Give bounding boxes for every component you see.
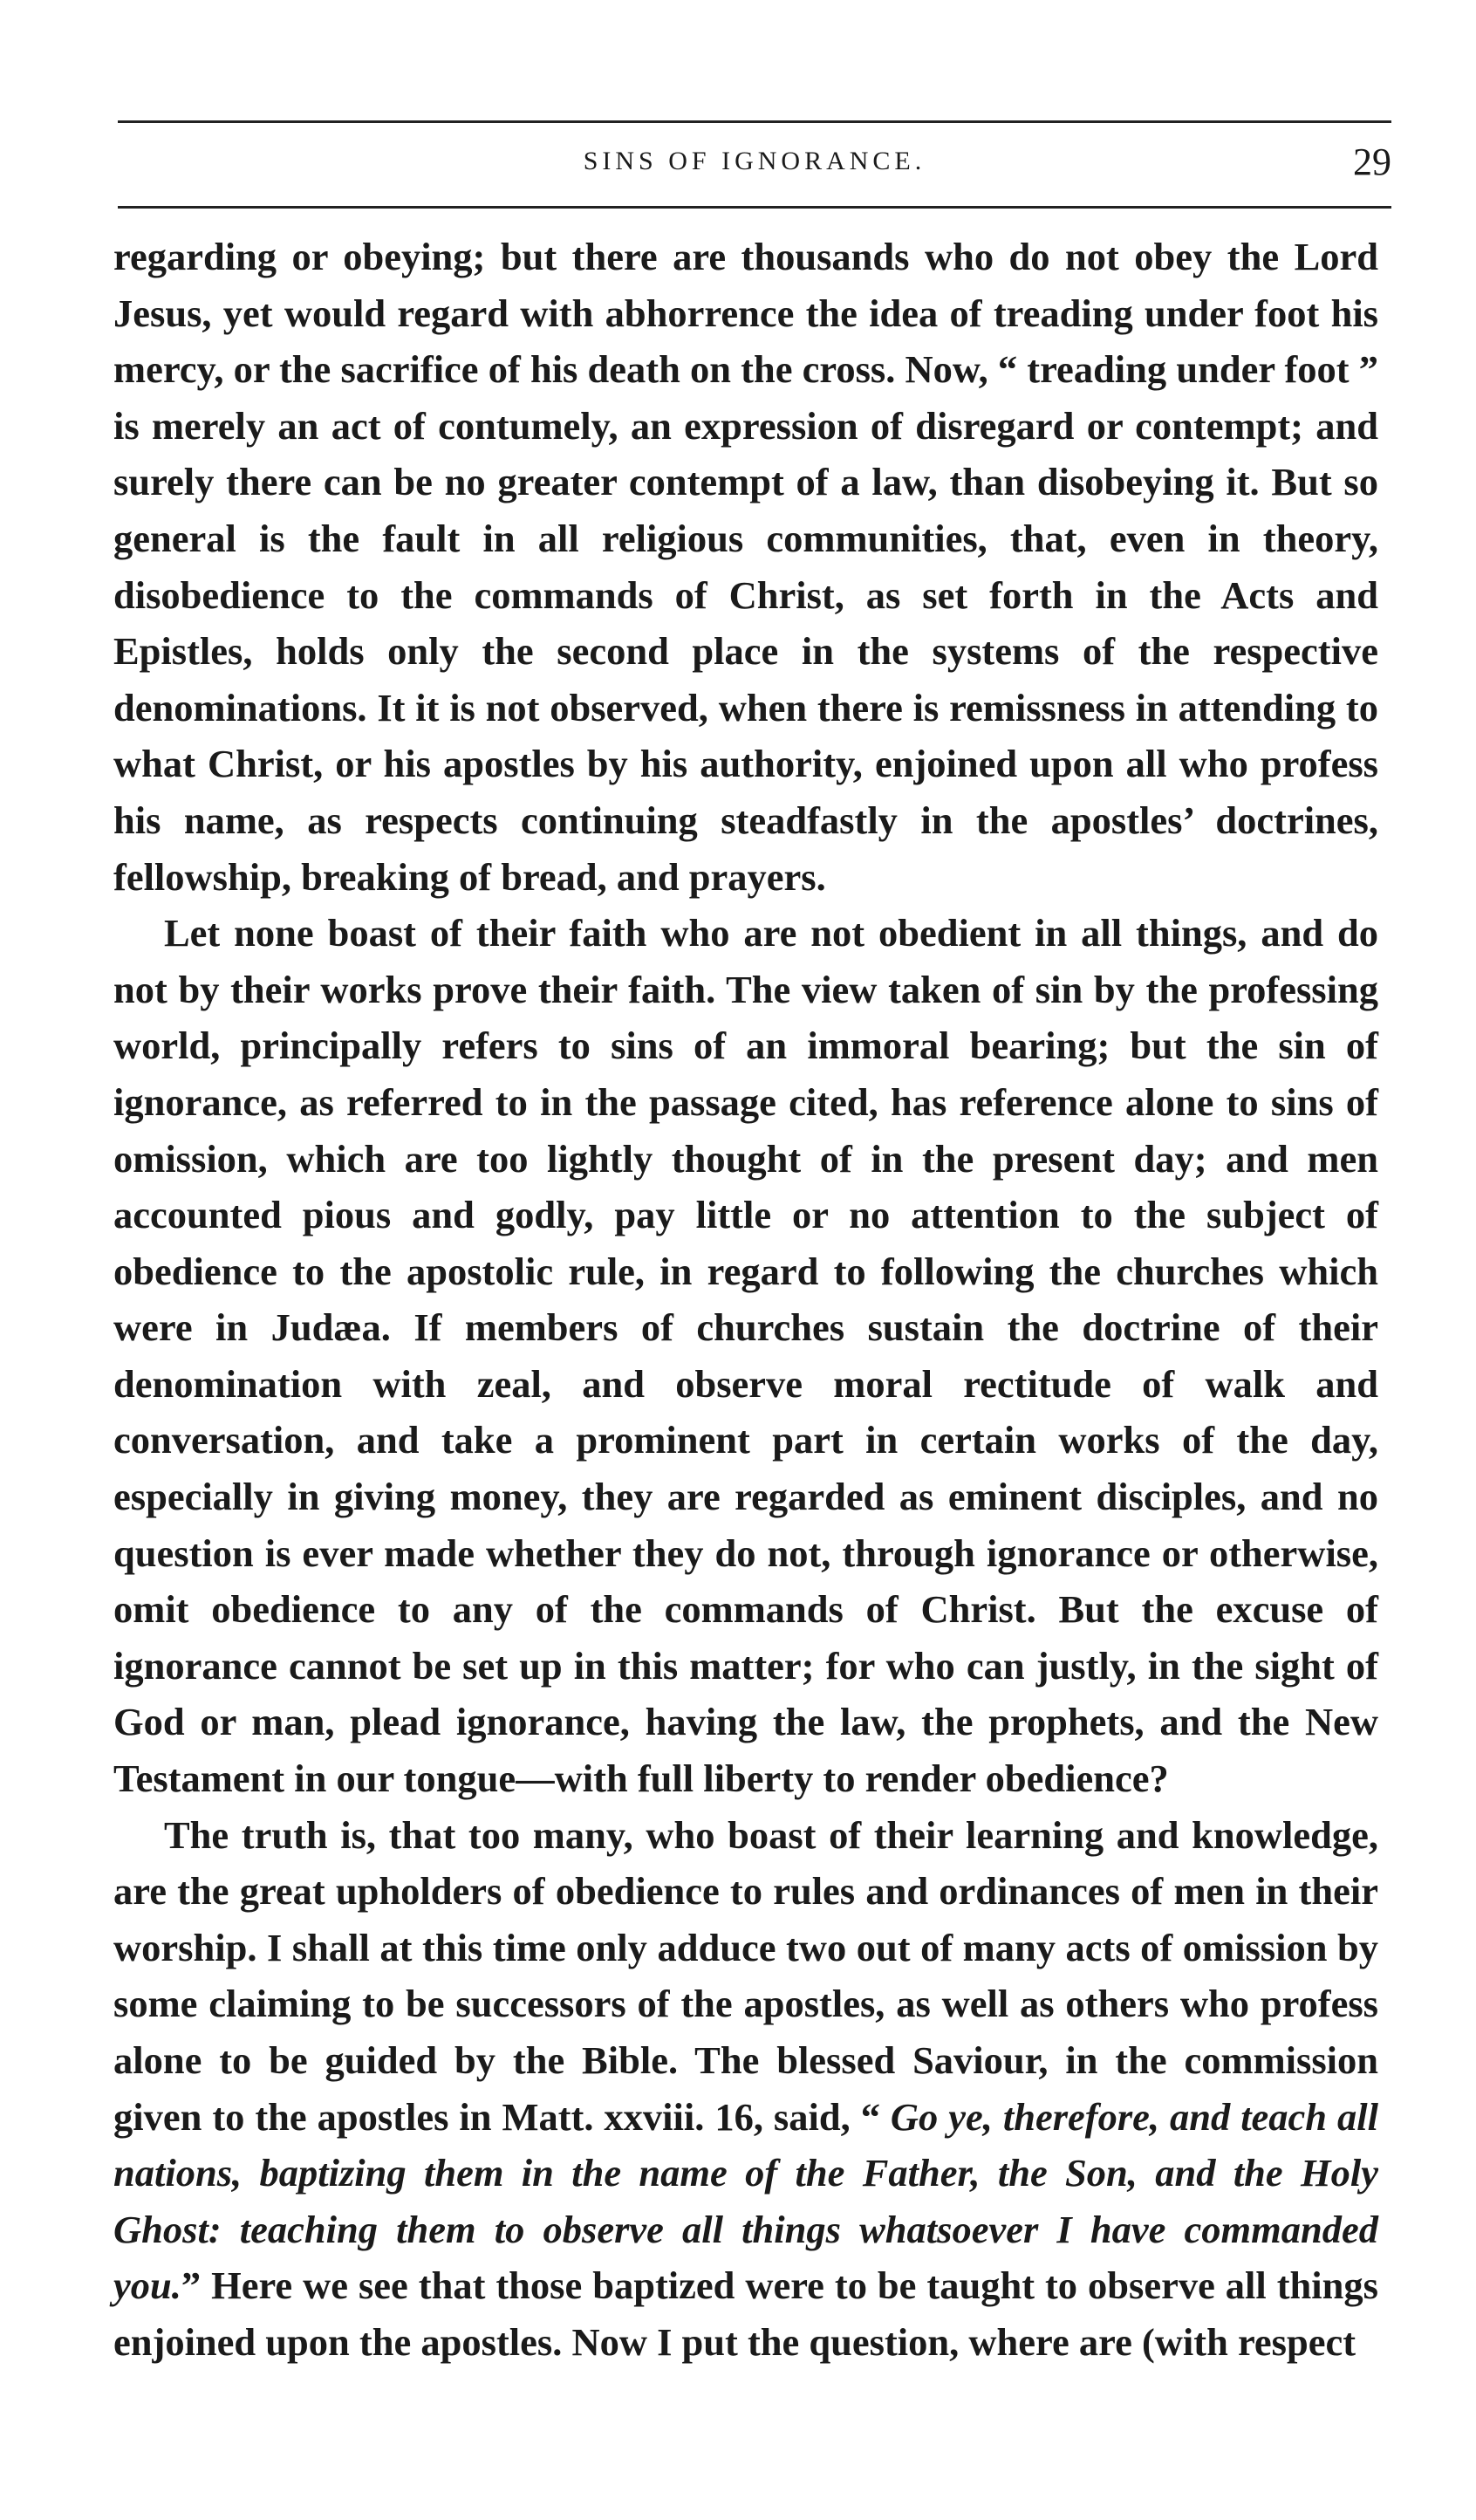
paragraph-3-text-after: ” Here we see that those baptized were to be taught to observe all things enjoined upon the apostles. Now I put the question, where are (with respect xyxy=(113,2263,1378,2364)
body-text xyxy=(113,229,1378,2371)
paragraph-3-quotation: Go ye, therefore, and teach all nations, baptizing them in the name of the Father, the Son, and the Holy Ghost: teaching them to observe all things whatsoever I have commanded you. xyxy=(113,2094,1378,2308)
paragraph-3-text-before: The truth is, that too many, who boast of their learning and knowledge, are the great upholders of obedience to rules and ordinances of men in their worship. I shall at this time only adduce two out of many acts of omission by some claiming to be successors of the apostles, as well as others who profess alone to be guided by the Bible. The blessed Saviour, in the commission given to the apostles in Matt. xxviii. 16, said, “ xyxy=(113,1812,1378,2139)
paragraph-1: regarding or obeying; but there are thousands who do not obey the Lord Jesus, yet would regard with abhorrence the idea of treading under foot his mercy, or the sacrifice of his death on the cross. Now, “ treading under foot ” is merely an act of contumely, an expression of disregard or contempt; and surely there can be no greater contempt of a law, than disobeying it. But so general is the fault in all religious communities, that, even in theory, disobedience to the commands of Christ, as set forth in the Acts and Epistles, holds only the second place in the systems of the respective denominations. It it is not observed, when there is remissness in attending to what Christ, or his apostles by his authority, enjoined upon all who profess his name, as respects continuing steadfastly in the apostles’ doctrines, fellowship, breaking of bread, and prayers. xyxy=(113,235,1378,899)
header-rule-bottom xyxy=(118,206,1391,209)
running-head: SINS OF IGNORANCE. xyxy=(583,147,926,175)
paragraph-2: Let none boast of their faith who are not obedient in all things, and do not by their works prove their faith. The view taken of sin by the professing world, principally refers to sins of an immoral bearing; but the sin of ignorance, as referred to in the passage cited, has reference alone to sins of omission, which are too lightly thought of in the present day; and men accounted pious and godly, pay little or no attention to the subject of obedience to the apostolic rule, in regard to following the churches which were in Judæa. If members of churches sustain the doctrine of their denomination with zeal, and observe moral rectitude of walk and conversation, and take a prominent part in certain works of the day, especially in giving money, they are regarded as eminent disciples, and no question is ever made whether they do not, through ignorance or otherwise, omit obedience to any of the commands of Christ. But the excuse of ignorance cannot be set up in this matter; for who can justly, in the sight of God or man, plead ignorance, having the law, the prophets, and the New Testament in our tongue—with full liberty to render obedience? xyxy=(113,911,1378,1801)
page-number: 29 xyxy=(1353,140,1391,183)
paragraph-3 xyxy=(113,1807,1378,2371)
header-rule-top xyxy=(118,120,1391,123)
page-header xyxy=(118,138,1391,190)
